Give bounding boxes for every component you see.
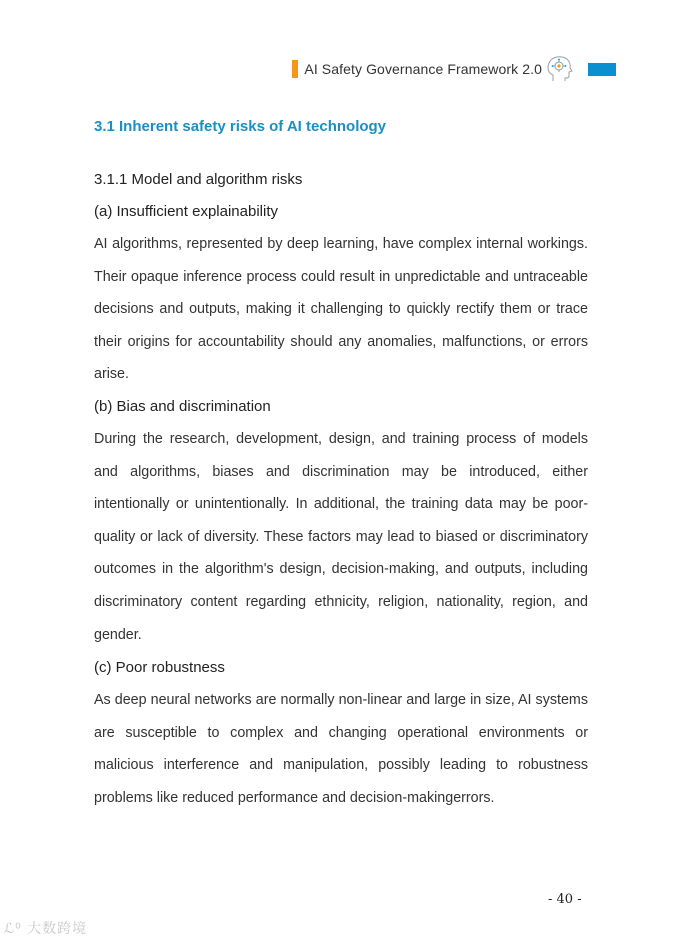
- watermark-logo: ℒ⁰ 大数跨境: [4, 921, 88, 937]
- section-title: 3.1 Inherent safety risks of AI technology: [94, 118, 387, 135]
- page-header: [292, 54, 616, 84]
- header-title: AI Safety Governance Framework 2.0: [304, 61, 542, 77]
- header-blue-block: [588, 63, 616, 76]
- item-text-explainability: AI algorithms, represented by deep learning, have complex internal workings. Their opaque inference process could result in unpredictable and untraceable decisions and outputs, making it challenging to quickly rectify them or trace their origins for accountability should any anomalies, malfunctions, or errors arise.: [94, 236, 588, 383]
- item-heading-bias: (b) Bias and discrimination: [94, 398, 271, 415]
- item-text-robustness: As deep neural networks are normally non-linear and large in size, AI systems are susceptible to complex and changing operational environments or malicious interference and manipulation, possibly leading to robustness problems like reduced performance and decision-makingerrors.: [94, 692, 588, 806]
- item-heading-explainability: (a) Insufficient explainability: [94, 203, 278, 220]
- page-number: - 40 -: [548, 892, 582, 907]
- header-orange-marker: [292, 60, 298, 78]
- item-heading-robustness: (c) Poor robustness: [94, 659, 225, 676]
- item-text-bias: During the research, development, design, and training process of models and algorithms, biases and discrimination may be introduced, either intentionally or unintentionally. In additional, the training data may be poor-quality or lack of diversity. These factors may lead to biased or discriminatory outcomes in the algorithm's design, decision-making, and outputs, including discriminatory content regarding ethnicity, religion, nationality, region, and gender.: [94, 431, 588, 643]
- subsection-title: 3.1.1 Model and algorithm risks: [94, 171, 303, 188]
- brain-head-icon: [544, 54, 574, 84]
